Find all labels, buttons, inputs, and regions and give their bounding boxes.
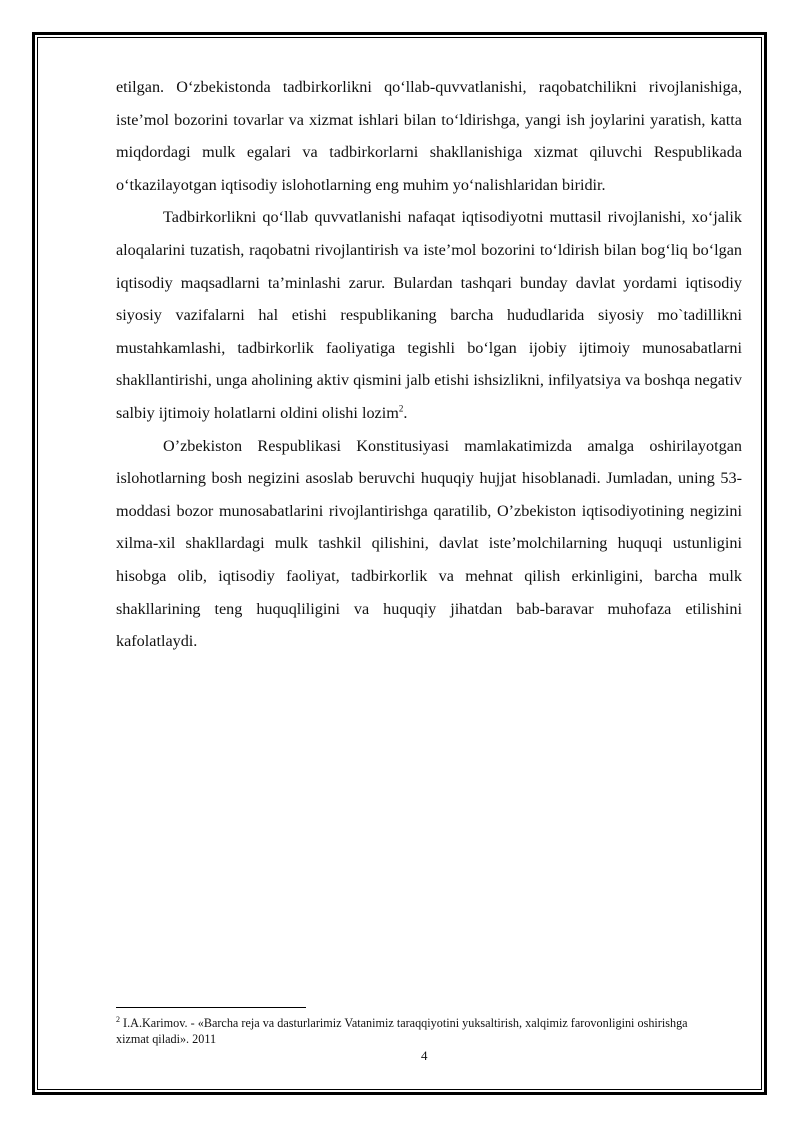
paragraph-3-text: O’zbekiston Respublikasi Konstitusiyasi mamlakatimizda amalga oshirilayotgan islohotlarning bosh negizini asoslab beruvchi huquqiy hujjat hisoblanadi. Jumladan, uning 53-moddasi bozor munosabatlarini rivojlantirishga qaratilib, O’zbekiston iqtisodiyotining negizini xilma-xil shakllardagi mulk tashkil qilishini, davlat iste’molchilarning huquqi ustunligini hisobga olib, iqtisodiy faoliyat, tadbirkorlik va mehnat qilish erkinligini, barcha mulk shakllarining teng huquqliligini va huquqiy jihatdan bab-baravar muhofaza etilishini kafolatlaydi. — [116, 436, 742, 651]
footnote-separator — [116, 1007, 306, 1008]
paragraph-2-text: Tadbirkorlikni qo‘llab quvvatlanishi nafaqat iqtisodiyotni muttasil rivojlanishi, xo‘jalik aloqalarini tuzatish, raqobatni rivojlantirish va iste’mol bozorini to‘ldirish bilan bog‘liq bo‘lgan iqtisodiy maqsadlarni ta’minlashi zarur. Bulardan tashqari bunday davlat yordami iqtisodiy siyosiy vazifalarni hal etishi respublikaning barcha hududlarida siyosiy mo`tadillikni mustahkamlashi, tadbirkorlik faoliyatiga tegishli bo‘lgan ijobiy ijtimoiy munosabatlarni shakllantirishi, unga aholining aktiv qismini jalb etishi ishsizlikni, infilyatsiya va boshqa negativ salbiy ijtimoiy holatlarni oldini olishi lozim — [116, 208, 742, 422]
paragraph-1 — [116, 71, 742, 201]
footnote — [116, 1015, 716, 1047]
body-text — [116, 71, 742, 658]
footnote-marker: 2 — [116, 1014, 120, 1024]
footnote-reference[interactable]: 2 — [398, 403, 404, 414]
paragraph-1-text: etilgan. O‘zbekistonda tadbirkorlikni qo‘llab-quvvatlanishi, raqobatchilikni rivojlanishiga, iste’mol bozorini tovarlar va xizmat ishlari bilan to‘ldirishga, yangi ish joylarini yaratish, katta miqdordagi mulk egalari va tadbirkorlarni shakllanishiga xizmat qiluvchi Respublikada o‘tkazilayotgan iqtisodiy islohotlarning eng muhim yo‘nalishlaridan biridir. — [116, 78, 742, 194]
paragraph-3 — [116, 430, 742, 658]
paragraph-2-end: . — [403, 403, 408, 422]
footnote-text: I.A.Karimov. - «Barcha reja va dasturlarimiz Vatanimiz taraqqiyotini yuksaltirish, xalqimiz farovonligini oshirishga xizmat qiladi». 2011 — [116, 1016, 688, 1046]
page-number: 4 — [421, 1048, 428, 1063]
paragraph-2 — [116, 201, 742, 429]
